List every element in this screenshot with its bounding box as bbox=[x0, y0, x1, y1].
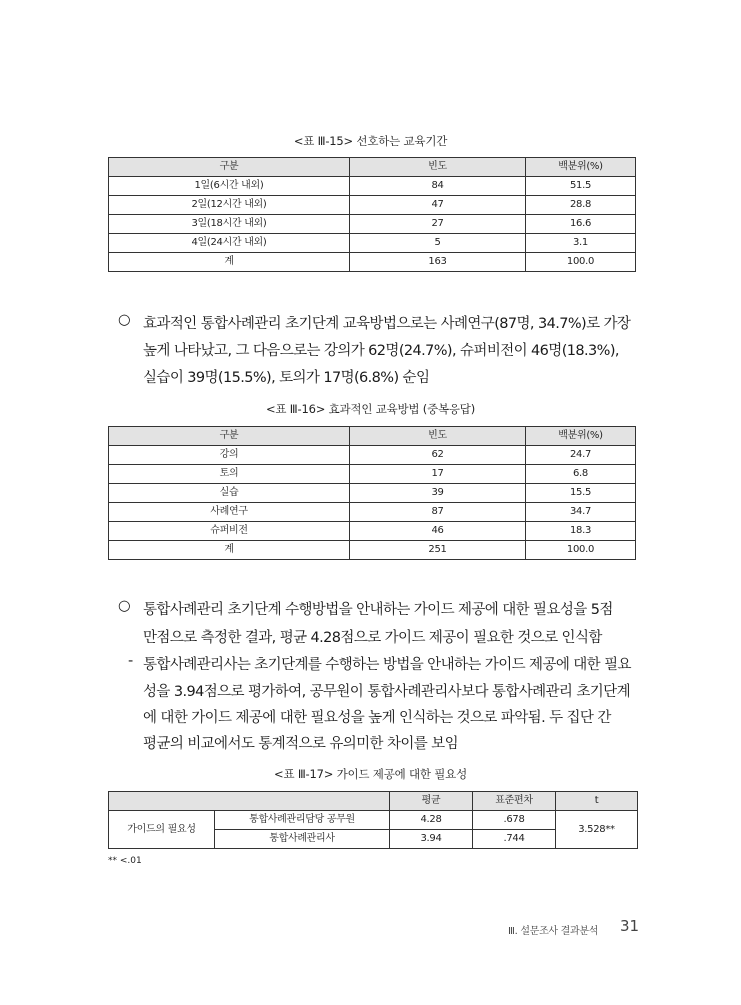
table-cell: 163 bbox=[350, 253, 526, 272]
table-15-caption: <표 Ⅲ-15> 선호하는 교육기간 bbox=[293, 134, 448, 148]
t-value-cell: 3.528** bbox=[556, 811, 638, 849]
table-cell: 3.1 bbox=[526, 234, 636, 253]
table-cell: .678 bbox=[473, 811, 556, 830]
table-cell: 토의 bbox=[109, 465, 350, 484]
paragraph-line: 평균의 비교에서도 통계적으로 유의미한 차이를 보임 bbox=[143, 736, 458, 752]
table-cell: 통합사례관리사 bbox=[215, 830, 390, 849]
table-cell: 슈퍼비전 bbox=[109, 522, 350, 541]
table-cell: 계 bbox=[109, 253, 350, 272]
table-cell: 3.94 bbox=[390, 830, 473, 849]
paragraph-line: 성을 3.94점으로 평가하여, 공무원이 통합사례관리사보다 통합사례관리 초기단계 bbox=[143, 684, 630, 700]
table-cell: 강의 bbox=[109, 446, 350, 465]
table-row bbox=[109, 234, 636, 253]
table-cell: .744 bbox=[473, 830, 556, 849]
table-cell: 4일(24시간 내외) bbox=[109, 234, 350, 253]
table-16 bbox=[108, 426, 636, 560]
table-cell: 87 bbox=[350, 503, 526, 522]
circle-bullet-icon: ○ bbox=[118, 312, 131, 328]
table-cell: 84 bbox=[350, 177, 526, 196]
table-17-caption: <표 Ⅲ-17> 가이드 제공에 대한 필요성 bbox=[274, 767, 467, 781]
table-cell: 18.3 bbox=[526, 522, 636, 541]
circle-bullet-icon: ○ bbox=[118, 598, 131, 614]
paragraph-line: 통합사례관리 초기단계 수행방법을 안내하는 가이드 제공에 대한 필요성을 5점 bbox=[143, 602, 613, 618]
column-header: 구분 bbox=[109, 158, 350, 177]
column-header: t bbox=[556, 792, 638, 811]
table-row bbox=[109, 177, 636, 196]
paragraph-line: 만점으로 측정한 결과, 평균 4.28점으로 가이드 제공이 필요한 것으로 인식함 bbox=[143, 630, 602, 646]
table-cell: 6.8 bbox=[526, 465, 636, 484]
table-cell: 실습 bbox=[109, 484, 350, 503]
column-header: 빈도 bbox=[350, 427, 526, 446]
table-cell: 47 bbox=[350, 196, 526, 215]
dash-bullet-icon: - bbox=[128, 653, 133, 669]
table-cell: 사례연구 bbox=[109, 503, 350, 522]
table-cell: 62 bbox=[350, 446, 526, 465]
table-row bbox=[109, 215, 636, 234]
table-cell: 27 bbox=[350, 215, 526, 234]
table-row bbox=[109, 484, 636, 503]
table-header-row bbox=[109, 158, 636, 177]
column-header: 평균 bbox=[390, 792, 473, 811]
footer-section-title: Ⅲ. 설문조사 결과분석 bbox=[508, 926, 599, 937]
table-cell: 4.28 bbox=[390, 811, 473, 830]
table-cell: 100.0 bbox=[526, 541, 636, 560]
table-cell: 2일(12시간 내외) bbox=[109, 196, 350, 215]
paragraph-line: 통합사례관리사는 초기단계를 수행하는 방법을 안내하는 가이드 제공에 대한 필요 bbox=[143, 657, 631, 673]
table-15 bbox=[108, 157, 636, 272]
table-16-caption: <표 Ⅲ-16> 효과적인 교육방법 (중복응답) bbox=[266, 402, 475, 416]
table-cell: 24.7 bbox=[526, 446, 636, 465]
table-cell: 100.0 bbox=[526, 253, 636, 272]
table-cell: 46 bbox=[350, 522, 526, 541]
table-row bbox=[109, 465, 636, 484]
table-cell: 28.8 bbox=[526, 196, 636, 215]
page-number: 31 bbox=[620, 917, 640, 935]
column-header: 백분위(%) bbox=[526, 158, 636, 177]
significance-footnote: ** <.01 bbox=[108, 856, 142, 866]
table-cell: 39 bbox=[350, 484, 526, 503]
table-row bbox=[109, 522, 636, 541]
table-cell: 15.5 bbox=[526, 484, 636, 503]
paragraph-line: 실습이 39명(15.5%), 토의가 17명(6.8%) 순임 bbox=[143, 370, 430, 386]
table-row bbox=[109, 196, 636, 215]
paragraph-line: 효과적인 통합사례관리 초기단계 교육방법으로는 사례연구(87명, 34.7%)로 가장 bbox=[143, 316, 631, 332]
table-header-row bbox=[109, 427, 636, 446]
table-cell: 251 bbox=[350, 541, 526, 560]
table-cell: 통합사례관리담당 공무원 bbox=[215, 811, 390, 830]
table-row bbox=[109, 503, 636, 522]
table-cell: 16.6 bbox=[526, 215, 636, 234]
table-17 bbox=[108, 791, 638, 849]
table-header-row bbox=[109, 792, 638, 811]
table-total-row bbox=[109, 253, 636, 272]
table-row bbox=[109, 811, 638, 830]
row-group-label: 가이드의 필요성 bbox=[109, 811, 215, 849]
column-header: 표준편차 bbox=[473, 792, 556, 811]
column-header: 백분위(%) bbox=[526, 427, 636, 446]
table-cell: 1일(6시간 내외) bbox=[109, 177, 350, 196]
column-header: 빈도 bbox=[350, 158, 526, 177]
table-row bbox=[109, 446, 636, 465]
paragraph-line: 높게 나타났고, 그 다음으로는 강의가 62명(24.7%), 슈퍼비전이 46명(18.3%), bbox=[143, 343, 619, 359]
table-cell: 17 bbox=[350, 465, 526, 484]
table-cell: 34.7 bbox=[526, 503, 636, 522]
table-cell: 계 bbox=[109, 541, 350, 560]
table-total-row bbox=[109, 541, 636, 560]
column-header bbox=[109, 792, 390, 811]
paragraph-line: 에 대한 가이드 제공에 대한 필요성을 높게 인식하는 것으로 파악됨. 두 집단 간 bbox=[143, 710, 611, 726]
table-cell: 51.5 bbox=[526, 177, 636, 196]
table-cell: 5 bbox=[350, 234, 526, 253]
column-header: 구분 bbox=[109, 427, 350, 446]
table-cell: 3일(18시간 내외) bbox=[109, 215, 350, 234]
